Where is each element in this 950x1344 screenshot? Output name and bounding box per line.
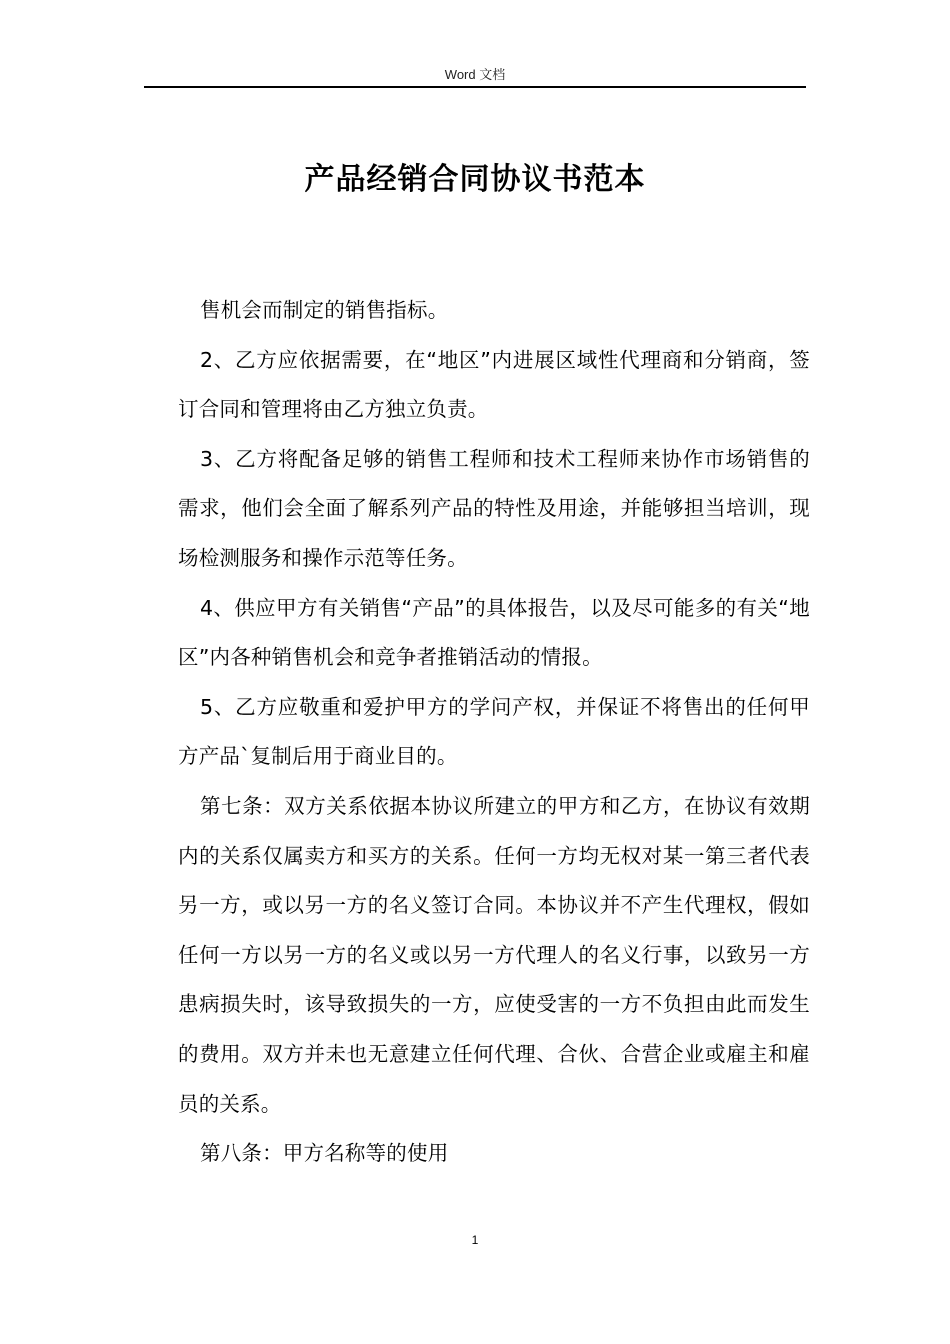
paragraph: 2、乙方应依据需要，在“地区”内进展区域性代理商和分销商，签订合同和管理将由乙方独立负责。 bbox=[178, 347, 810, 422]
paragraph: 售机会而制定的销售指标。 bbox=[200, 298, 449, 322]
page-number: 1 bbox=[471, 1233, 479, 1247]
paragraph: 第八条：甲方名称等的使用 bbox=[200, 1141, 449, 1166]
page-header-label: Word 文档 bbox=[444, 67, 506, 82]
header-divider bbox=[144, 86, 806, 88]
paragraph: 第七条：双方关系依据本协议所建立的甲方和乙方，在协议有效期内的关系仅属卖方和买方的关系。任何一方均无权对某一第三者代表另一方，或以另一方的名义签订合同。本协议并不产生代理权，假如任何一方以另一方的名义或以另一方代理人的名义行事，以致另一方患病损失时，该导致损失的一方，应使受害的一方不负担由此而发生的费用。双方并未也无意建立任何代理、合伙、合营企业或雇主和雇员的关系。 bbox=[178, 793, 810, 1116]
paragraph: 4、供应甲方有关销售“产品”的具体报告，以及尽可能多的有关“地区”内各种销售机会和竞争者推销活动的情报。 bbox=[178, 595, 810, 670]
document-title: 产品经销合同协议书范本 bbox=[304, 162, 646, 197]
paragraph: 3、乙方将配备足够的销售工程师和技术工程师来协作市场销售的需求，他们会全面了解系列产品的特性及用途，并能够担当培训，现场检测服务和操作示范等任务。 bbox=[178, 446, 810, 570]
document-body bbox=[178, 286, 810, 1179]
paragraph: 5、乙方应敬重和爱护甲方的学问产权，并保证不将售出的任何甲方产品`复制后用于商业目的。 bbox=[178, 694, 810, 769]
